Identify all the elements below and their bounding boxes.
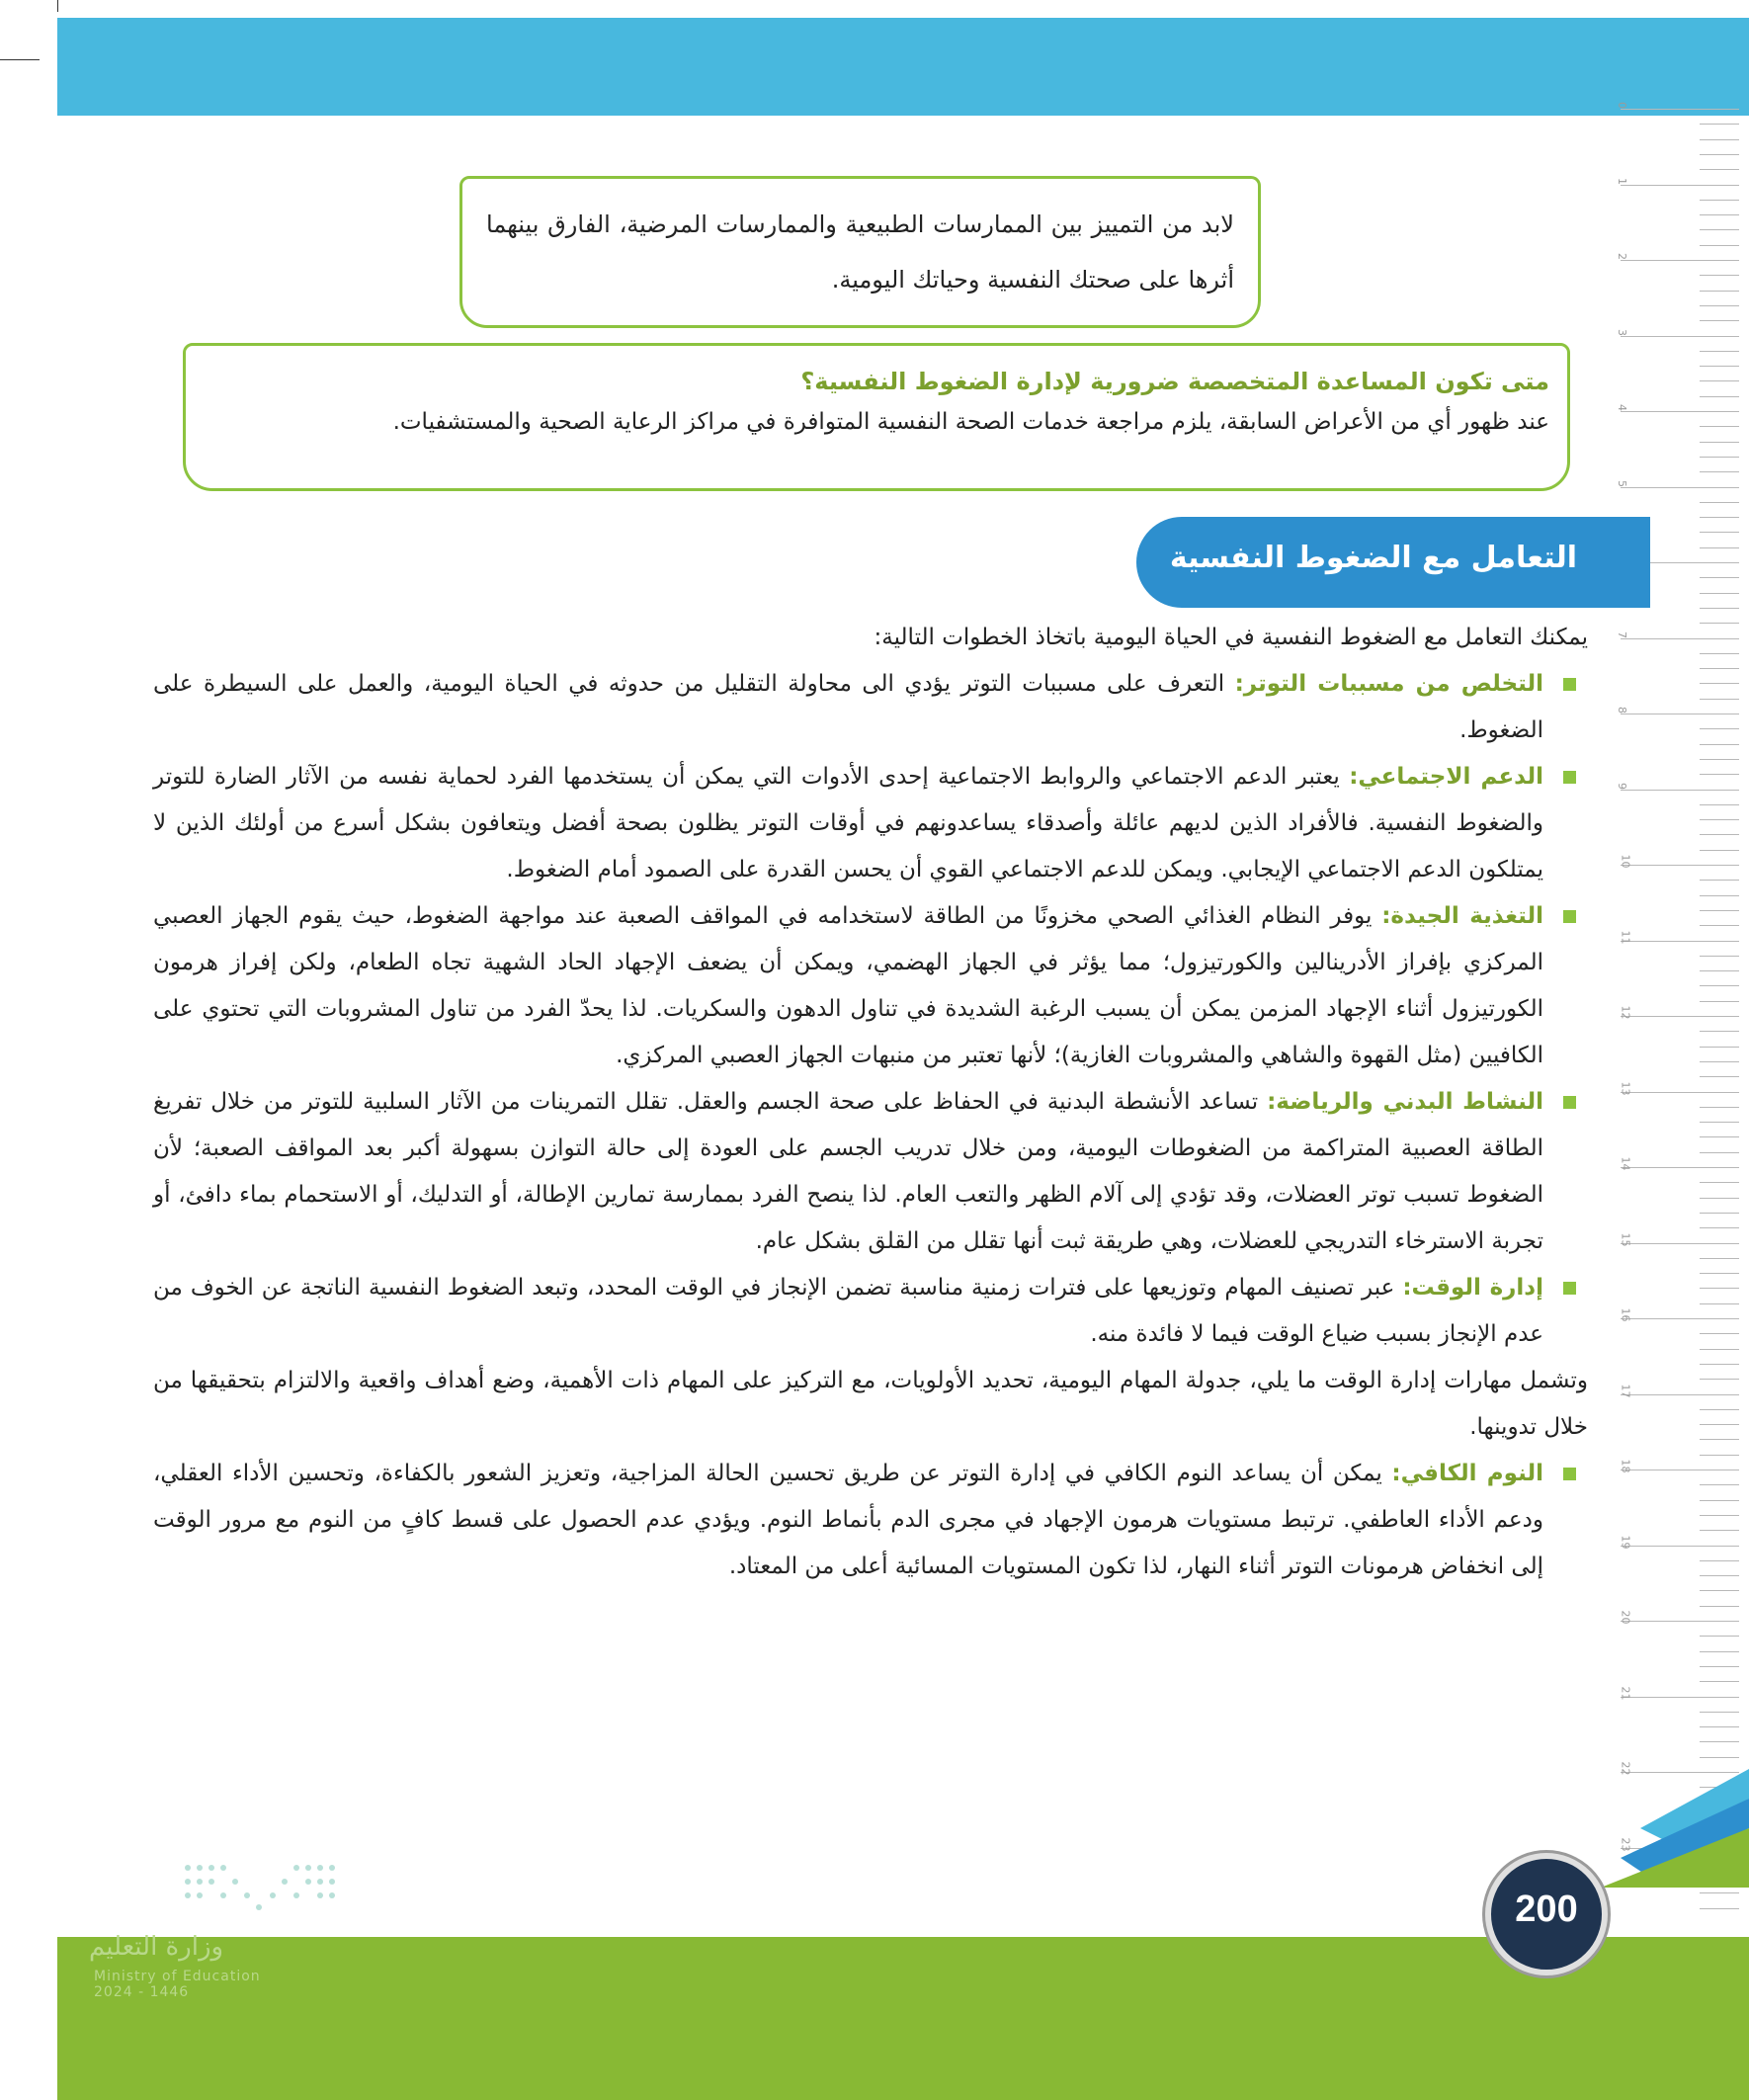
ruler-minor-tick: [1700, 1757, 1739, 1758]
ruler-minor-tick: [1700, 1726, 1739, 1727]
ruler-minor-tick: [1700, 1001, 1739, 1002]
ruler-minor-tick: [1700, 154, 1739, 155]
ministry-logo-dots-icon: [178, 1858, 356, 1917]
ruler-minor-tick: [1700, 744, 1739, 745]
list-item: [153, 661, 1588, 754]
item-term: التخلص من مسببات التوتر:: [1234, 671, 1544, 697]
ruler-number: 22: [1619, 1761, 1632, 1776]
ruler-tick: [1621, 638, 1739, 639]
ruler-number: 18: [1619, 1459, 1632, 1473]
ruler-number: 13: [1619, 1081, 1632, 1095]
ruler-minor-tick: [1700, 1530, 1739, 1531]
ruler-minor-tick: [1700, 1409, 1739, 1410]
ruler-minor-tick: [1700, 1606, 1739, 1607]
ruler-minor-tick: [1700, 1122, 1739, 1123]
help-answer: عند ظهور أي من الأعراض السابقة، يلزم مراجعة خدمات الصحة النفسية المتوافرة في مراكز الرعاية الصحية والمستشفيات.: [392, 409, 1549, 435]
crop-mark: [57, 0, 58, 12]
ruler-minor-tick: [1700, 1364, 1739, 1365]
ruler-minor-tick: [1700, 895, 1739, 896]
section-heading-text: التعامل مع الضغوط النفسية: [1169, 541, 1577, 575]
ruler-minor-tick: [1700, 532, 1739, 533]
item-text: تساعد الأنشطة البدنية في الحفاظ على صحة الجسم والعقل. تقلل التمرينات من الآثار السلبية للتوتر من خلال تفريغ الطاقة العصبية المتراكمة من الضغوطات اليومية، ومن خلال تدريب الجسم على العودة إلى حالة التوازن بسهولة أكبر بعد المواقف الصعبة؛ لأن الضغوط تسبب توتر العضلات، وقد تؤدي إلى آلام الظهر والتعب العام. لذا ينصح الفرد بممارسة تمارين الإطالة، أو التدليك، أو الاستحمام بماء دافئ، أو تجربة الاسترخاء التدريجي للعضلات، وهي طريقة ثبت أنها تقلل من القلق بشكل عام.: [153, 1089, 1543, 1254]
ruler-minor-tick: [1700, 1076, 1739, 1077]
ruler-minor-tick: [1700, 320, 1739, 321]
ruler-tick: [1621, 411, 1739, 412]
ruler-number: 15: [1619, 1232, 1632, 1246]
ruler-minor-tick: [1700, 1047, 1739, 1048]
ruler-minor-tick: [1700, 1136, 1739, 1137]
ruler-number: 16: [1619, 1307, 1632, 1322]
ruler-minor-tick: [1700, 1484, 1739, 1485]
ruler-minor-tick: [1700, 275, 1739, 276]
ruler-minor-tick: [1700, 985, 1739, 986]
ruler-tick: [1621, 260, 1739, 261]
ruler-minor-tick: [1700, 1455, 1739, 1456]
ruler-number: 11: [1619, 930, 1632, 944]
ruler-number: 19: [1619, 1535, 1632, 1549]
ruler-number: 3: [1616, 328, 1628, 336]
ruler-minor-tick: [1700, 547, 1739, 548]
ruler-minor-tick: [1700, 1424, 1739, 1425]
ruler-minor-tick: [1700, 1182, 1739, 1183]
page-number-badge: [1485, 1853, 1608, 1975]
ruler-minor-tick: [1700, 1712, 1739, 1713]
item-term: النشاط البدني والرياضة:: [1267, 1089, 1544, 1115]
list-item: [153, 1265, 1588, 1358]
item-term: الدعم الاجتماعي:: [1349, 764, 1543, 790]
ruler-minor-tick: [1700, 442, 1739, 443]
list-item: [153, 893, 1588, 1079]
ruler-minor-tick: [1700, 1636, 1739, 1637]
ruler-number: 23: [1619, 1837, 1632, 1851]
page-number: 200: [1515, 1889, 1578, 1930]
ruler-minor-tick: [1700, 305, 1739, 306]
ruler-minor-tick: [1700, 956, 1739, 957]
ruler-tick: [1621, 1016, 1739, 1017]
crop-mark: [0, 59, 40, 60]
ruler-minor-tick: [1700, 683, 1739, 684]
section-intro: يمكنك التعامل مع الضغوط النفسية في الحياة اليومية باتخاذ الخطوات التالية:: [874, 625, 1588, 650]
section-heading: [1136, 517, 1650, 608]
ruler-minor-tick: [1700, 245, 1739, 246]
ruler-minor-tick: [1700, 1515, 1739, 1516]
ruler-minor-tick: [1700, 1439, 1739, 1440]
ruler-minor-tick: [1700, 577, 1739, 578]
list-item: [153, 1451, 1588, 1590]
ruler-minor-tick: [1700, 124, 1739, 125]
note-text: لابد من التمييز بين الممارسات الطبيعية والممارسات المرضية، الفارق بينهما أثرها على صحتك النفسية وحياتك اليومية.: [486, 210, 1234, 294]
ruler-tick: [1621, 1318, 1739, 1319]
ruler-minor-tick: [1700, 1681, 1739, 1682]
ruler-tick: [1621, 1546, 1739, 1547]
ruler-minor-tick: [1700, 910, 1739, 911]
ruler-minor-tick: [1700, 291, 1739, 292]
corner-decoration: [1581, 1769, 1749, 1888]
item-text: يوفر النظام الغذائي الصحي مخزونًا من الطاقة لاستخدامه في المواقف الصعبة عند مواجهة الضغوط، حيث يقوم الجهاز العصبي المركزي بإفراز الأدرينالين والكورتيزول؛ مما يؤثر في الجهاز الهضمي، ويمكن أن يضعف الإجهاد الحاد الشهية تجاه الطعام، ولكن إفراز هرمون الكورتيزول أثناء الإجهاد المزمن يمكن أن يسبب الرغبة الشديدة في تناول الدهون والسكريات. لذا يحدّ الفرد من تناول المشروبات التي تحتوي على الكافيين (مثل القهوة والشاهي والمشروبات الغازية)؛ لأنها تعتبر من منبهات الجهاز العصبي المركزي.: [153, 903, 1543, 1068]
item-term: إدارة الوقت:: [1402, 1275, 1543, 1301]
ruler-minor-tick: [1700, 925, 1739, 926]
ruler-number: 17: [1619, 1384, 1632, 1397]
ruler-minor-tick: [1700, 471, 1739, 472]
ruler-minor-tick: [1700, 1198, 1739, 1199]
bullet-square-icon: [1563, 678, 1576, 691]
ruler-tick: [1621, 1243, 1739, 1244]
ruler-minor-tick: [1700, 1227, 1739, 1228]
ruler-tick: [1621, 185, 1739, 186]
ruler-minor-tick: [1700, 1560, 1739, 1561]
ruler-number: 1: [1616, 177, 1628, 185]
bullet-square-icon: [1563, 910, 1576, 923]
list-item: [153, 1079, 1588, 1265]
ruler-tick: [1621, 865, 1739, 866]
ruler-minor-tick: [1700, 1258, 1739, 1259]
ruler-number: 10: [1619, 854, 1632, 869]
ruler-minor-tick: [1700, 1500, 1739, 1501]
ruler-minor-tick: [1700, 1349, 1739, 1350]
ruler-number: 7: [1616, 630, 1628, 638]
ruler-minor-tick: [1700, 1107, 1739, 1108]
ruler-minor-tick: [1700, 819, 1739, 820]
ruler-tick: [1621, 336, 1739, 337]
bullet-square-icon: [1563, 1096, 1576, 1109]
ruler-minor-tick: [1700, 169, 1739, 170]
ruler-tick: [1621, 1167, 1739, 1168]
item-term: النوم الكافي:: [1391, 1461, 1543, 1486]
help-box: [183, 343, 1570, 491]
bottom-color-band: [57, 1937, 1749, 2100]
list-item: [153, 754, 1588, 893]
bullet-square-icon: [1563, 1468, 1576, 1480]
item-text: يمكن أن يساعد النوم الكافي في إدارة التوتر عن طريق تحسين الحالة المزاجية، وتعزيز الشعور بالكفاءة، وتحسين الأداء العقلي، ودعم الأداء العاطفي. ترتبط مستويات هرمون الإجهاد في مجرى الدم بأنماط النوم. ويؤدي عدم الحصول على قسط كافٍ من النوم مع مرور الوقت إلى انخفاض هرمونات التوتر أثناء النهار، لذا تكون المستويات المسائية أعلى من المعتاد.: [153, 1461, 1543, 1579]
ruler-tick: [1621, 109, 1739, 110]
ruler-number: 2: [1616, 253, 1628, 260]
ruler-minor-tick: [1700, 1213, 1739, 1214]
ruler-number: 4: [1616, 404, 1628, 411]
item-term: التغذية الجيدة:: [1381, 903, 1543, 929]
ruler-number: 5: [1616, 479, 1628, 487]
ruler-minor-tick: [1700, 804, 1739, 805]
ruler-minor-tick: [1700, 1666, 1739, 1667]
item-text: التعرف على مسببات التوتر يؤدي الى محاولة التقليل من حدوثه في الحياة اليومية، والعمل على السيطرة على الضغوط.: [153, 671, 1543, 743]
ruler-minor-tick: [1700, 593, 1739, 594]
ruler-minor-tick: [1700, 200, 1739, 201]
top-color-band: [57, 18, 1749, 116]
ruler-tick: [1621, 790, 1739, 791]
ruler-minor-tick: [1700, 1273, 1739, 1274]
side-ruler: [1591, 102, 1749, 1868]
ruler-minor-tick: [1700, 970, 1739, 971]
ruler-minor-tick: [1700, 1379, 1739, 1380]
ruler-minor-tick: [1700, 1908, 1739, 1909]
ruler-minor-tick: [1700, 699, 1739, 700]
ruler-minor-tick: [1700, 502, 1739, 503]
ruler-minor-tick: [1700, 1590, 1739, 1591]
ministry-english: Ministry of Education 2024 - 1446: [94, 1969, 261, 2000]
item-text: عبر تصنيف المهام وتوزيعها على فترات زمنية مناسبة تضمن الإنجاز في الوقت المحدد، وتبعد الضغوط النفسية الناتجة عن الخوف من عدم الإنجاز بسبب ضياع الوقت فيما لا فائدة منه.: [153, 1275, 1543, 1347]
ruler-minor-tick: [1700, 1741, 1739, 1742]
ministry-name: وزارة التعليم: [89, 1932, 224, 1962]
ruler-tick: [1621, 941, 1739, 942]
ruler-number: 9: [1616, 782, 1628, 790]
ruler-minor-tick: [1700, 1152, 1739, 1153]
ruler-tick: [1621, 1621, 1739, 1622]
ruler-minor-tick: [1700, 623, 1739, 624]
ruler-tick: [1621, 1394, 1739, 1395]
time-skills-paragraph: وتشمل مهارات إدارة الوقت ما يلي، جدولة المهام اليومية، تحديد الأولويات، مع التركيز على المهام ذات الأهمية، وضع أهداف واقعية والالتزام بتحقيقها من خلال تدوينها.: [153, 1368, 1588, 1440]
ruler-minor-tick: [1700, 396, 1739, 397]
ruler-minor-tick: [1700, 728, 1739, 729]
ruler-minor-tick: [1700, 759, 1739, 760]
ruler-minor-tick: [1700, 366, 1739, 367]
ruler-number: 14: [1619, 1156, 1632, 1171]
ruler-minor-tick: [1700, 1303, 1739, 1304]
ruler-minor-tick: [1700, 850, 1739, 851]
ruler-minor-tick: [1700, 608, 1739, 609]
ruler-minor-tick: [1700, 1892, 1739, 1893]
ruler-number: 20: [1619, 1610, 1632, 1625]
ruler-minor-tick: [1700, 457, 1739, 458]
ruler-minor-tick: [1700, 1061, 1739, 1062]
ruler-minor-tick: [1700, 1651, 1739, 1652]
ruler-minor-tick: [1700, 380, 1739, 381]
ruler-minor-tick: [1700, 1031, 1739, 1032]
ruler-tick: [1621, 1092, 1739, 1093]
ruler-minor-tick: [1700, 214, 1739, 215]
ruler-minor-tick: [1700, 1288, 1739, 1289]
ruler-minor-tick: [1700, 834, 1739, 835]
ruler-minor-tick: [1700, 1575, 1739, 1576]
item-text: يعتبر الدعم الاجتماعي والروابط الاجتماعية إحدى الأدوات التي يمكن أن يستخدمها الفرد لحماية نفسه من الآثار الضارة للتوتر والضغوط النفسية. فالأفراد الذين لديهم عائلة وأصدقاء يساعدونهم في أوقات التوتر يظلون بصحة أفضل ويتعافون بشكل أسرع من أولئك الذين لا يمتلكون الدعم الاجتماعي الإيجابي. ويمكن للدعم الاجتماعي القوي أن يحسن القدرة على الصمود أمام الضغوط.: [153, 764, 1543, 882]
ruler-tick: [1621, 487, 1739, 488]
ruler-minor-tick: [1700, 668, 1739, 669]
ruler-minor-tick: [1700, 426, 1739, 427]
ruler-minor-tick: [1700, 880, 1739, 881]
ruler-number: 21: [1619, 1686, 1632, 1700]
ruler-minor-tick: [1700, 517, 1739, 518]
note-box: [459, 176, 1261, 328]
ruler-number: 8: [1616, 707, 1628, 714]
ruler-minor-tick: [1700, 351, 1739, 352]
help-question: متى تكون المساعدة المتخصصة ضرورية لإدارة الضغوط النفسية؟: [800, 368, 1549, 395]
ruler-tick: [1621, 1697, 1739, 1698]
ruler-minor-tick: [1700, 774, 1739, 775]
bullet-square-icon: [1563, 1282, 1576, 1295]
ruler-minor-tick: [1700, 1333, 1739, 1334]
ruler-minor-tick: [1700, 229, 1739, 230]
ruler-number: 0: [1616, 102, 1628, 109]
ruler-minor-tick: [1700, 139, 1739, 140]
main-content: [153, 615, 1588, 1590]
ruler-minor-tick: [1700, 653, 1739, 654]
bullet-square-icon: [1563, 771, 1576, 784]
ruler-number: 12: [1619, 1005, 1632, 1020]
